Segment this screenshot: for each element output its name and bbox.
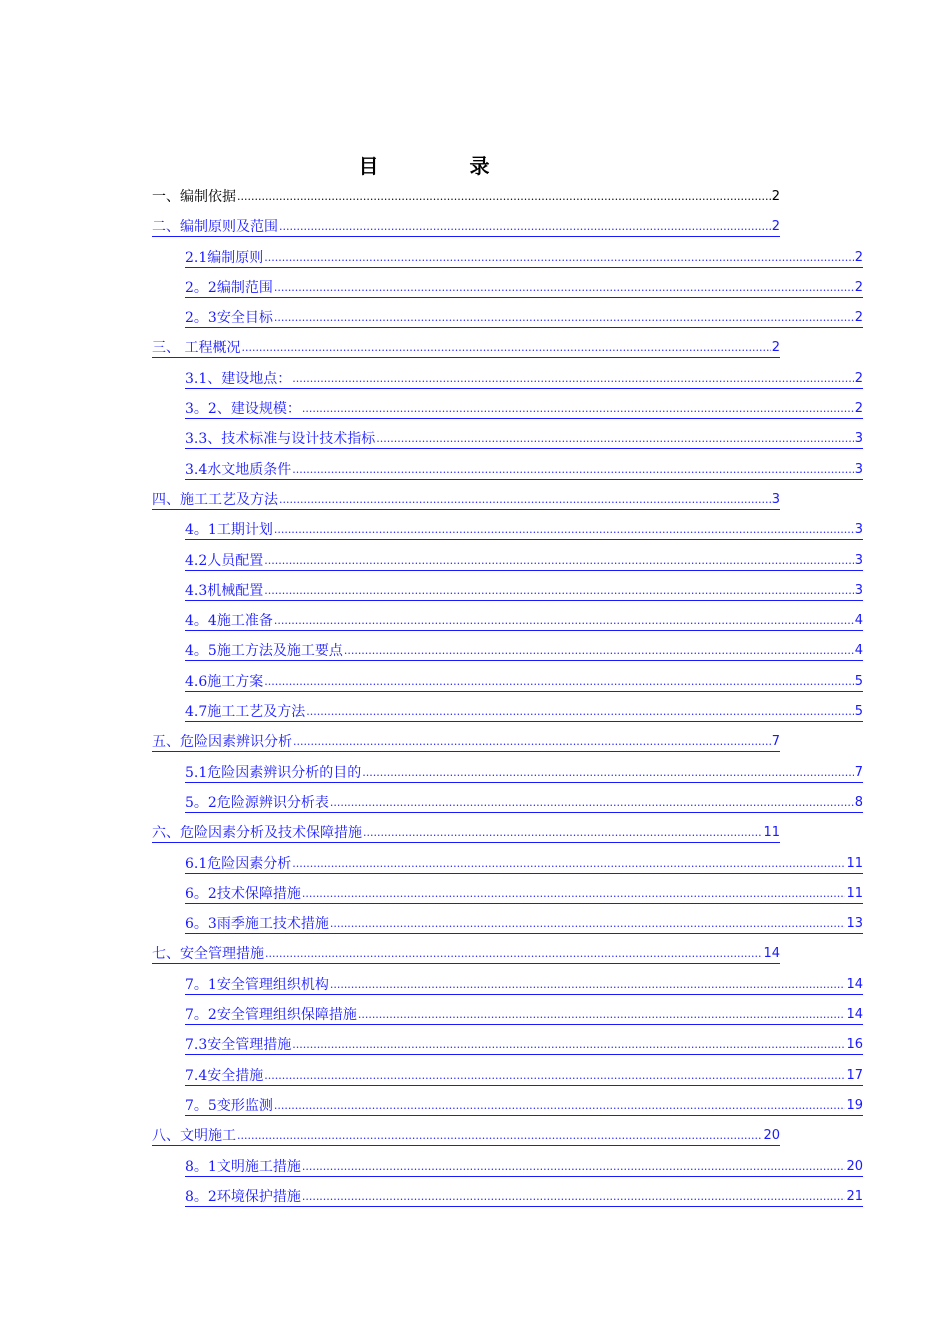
toc-entry-text: 2.1编制原则 [185, 249, 264, 266]
toc-dot-leader [265, 945, 762, 963]
toc-dot-leader [362, 764, 853, 782]
toc-page-number: 4 [854, 643, 863, 659]
toc-page-number: 5 [854, 673, 863, 689]
toc-subsection-link[interactable] [185, 671, 863, 692]
toc-subsection-link[interactable] [185, 913, 863, 934]
toc-subsection-link[interactable] [185, 610, 863, 631]
toc-section-link[interactable] [152, 1125, 780, 1146]
toc-entry-text: 6。3雨季施工技术措施 [185, 916, 329, 933]
toc-subsection-link[interactable] [185, 640, 863, 661]
toc-entry-text: 7.3安全管理措施 [185, 1037, 292, 1054]
toc-page-number: 14 [846, 976, 863, 992]
toc-page-number: 7 [854, 764, 863, 780]
toc-entry [0, 758, 950, 788]
toc-section-link[interactable] [152, 337, 780, 358]
toc-entry [0, 485, 950, 515]
toc-entry-text: 4.7施工工艺及方法 [185, 704, 306, 721]
toc-entry-text: 8。1文明施工措施 [185, 1158, 301, 1175]
toc-entry-text: 一、编制依据 [152, 189, 236, 205]
toc-entry [0, 333, 950, 363]
toc-subsection-link[interactable] [185, 428, 863, 449]
toc-dot-leader [274, 1097, 846, 1115]
toc-section-link[interactable] [152, 943, 780, 964]
toc-entry-text: 4。5施工方法及施工要点 [185, 643, 343, 660]
toc-dot-leader [302, 885, 846, 903]
toc-subsection-link[interactable] [185, 762, 863, 783]
toc-page-number: 3 [854, 431, 863, 447]
toc-title: 目 录 [358, 154, 532, 178]
toc-dot-leader [302, 1188, 846, 1206]
toc-page-number: 3 [771, 491, 780, 507]
toc-subsection-link[interactable] [185, 974, 863, 995]
toc-entry [0, 727, 950, 757]
toc-dot-leader [279, 491, 771, 509]
toc-entry [0, 667, 950, 697]
toc-dot-leader [363, 824, 762, 842]
toc-page-number: 2 [854, 401, 863, 417]
toc-entry-text: 四、施工工艺及方法 [152, 491, 278, 508]
toc-subsection-link[interactable] [185, 368, 863, 389]
toc-section-link[interactable] [152, 489, 780, 510]
toc-entry [0, 939, 950, 969]
toc-page-number: 20 [763, 1128, 780, 1144]
toc-page-number: 11 [846, 855, 863, 871]
toc-list [0, 182, 950, 1212]
toc-section-link[interactable] [152, 216, 780, 237]
toc-entry [0, 212, 950, 242]
toc-page-number: 7 [771, 734, 780, 750]
toc-dot-leader [376, 430, 853, 448]
toc-page-number: 16 [846, 1037, 863, 1053]
toc-dot-leader [237, 188, 771, 206]
toc-entry [0, 879, 950, 909]
toc-subsection-link[interactable] [185, 519, 863, 540]
toc-page-number: 4 [854, 613, 863, 629]
toc-entry-text: 3.4水文地质条件 [185, 461, 292, 478]
toc-page-number: 2 [771, 219, 780, 235]
toc-page-number: 2 [854, 310, 863, 326]
toc-page-number: 2 [854, 279, 863, 295]
toc-subsection-link[interactable] [185, 1095, 863, 1116]
toc-section-link[interactable] [152, 822, 780, 843]
toc-entry [0, 636, 950, 666]
toc-subsection-link[interactable] [185, 277, 863, 298]
toc-section-link[interactable] [152, 731, 780, 752]
toc-entry [0, 546, 950, 576]
toc-dot-leader [302, 400, 854, 418]
toc-subsection-link[interactable] [185, 883, 863, 904]
toc-dot-leader [274, 521, 854, 539]
toc-subsection-link[interactable] [185, 792, 863, 813]
toc-entry [0, 1061, 950, 1091]
toc-entry [0, 1121, 950, 1151]
toc-dot-leader [306, 703, 853, 721]
toc-entry-text: 7。1安全管理组织机构 [185, 976, 329, 993]
toc-page-number: 2 [771, 189, 780, 204]
toc-entry [0, 394, 950, 424]
toc-entry-text: 2。3安全目标 [185, 310, 273, 327]
toc-dot-leader [264, 582, 853, 600]
toc-entry [0, 182, 950, 212]
toc-dot-leader [330, 976, 846, 994]
toc-page-number: 20 [846, 1158, 863, 1174]
toc-entry-text: 七、安全管理措施 [152, 946, 264, 963]
toc-page-number: 11 [846, 885, 863, 901]
toc-page-number: 21 [846, 1188, 863, 1204]
toc-entry [0, 606, 950, 636]
toc-dot-leader [237, 1127, 762, 1145]
toc-entry-text: 3.3、技术标准与设计技术指标 [185, 431, 376, 448]
toc-page-number: 8 [854, 794, 863, 810]
toc-dot-leader [344, 642, 854, 660]
toc-page-number: 2 [854, 370, 863, 386]
toc-dot-leader [264, 1067, 845, 1085]
toc-entry [0, 455, 950, 485]
toc-dot-leader [292, 370, 853, 388]
toc-entry [0, 515, 950, 545]
toc-dot-leader [241, 339, 770, 357]
toc-entry-text: 7。2安全管理组织保障措施 [185, 1007, 357, 1024]
toc-dot-leader [264, 249, 853, 267]
toc-subsection-link[interactable] [185, 1065, 863, 1086]
toc-entry-text: 6。2技术保障措施 [185, 885, 301, 902]
toc-entry [0, 1152, 950, 1182]
toc-page-number: 11 [763, 825, 780, 841]
toc-dot-leader [279, 218, 771, 236]
toc-entry [0, 424, 950, 454]
toc-subsection-link[interactable] [185, 1034, 863, 1055]
toc-entry-text: 4.3机械配置 [185, 582, 264, 599]
toc-dot-leader [330, 794, 854, 812]
toc-dot-leader [330, 915, 846, 933]
toc-subsection-link[interactable] [185, 1186, 863, 1207]
toc-entry-text: 2。2编制范围 [185, 279, 273, 296]
toc-dot-leader [293, 733, 771, 751]
toc-entry [0, 303, 950, 333]
toc-entry [0, 788, 950, 818]
toc-subsection-link[interactable] [185, 459, 863, 480]
toc-subsection-link[interactable] [185, 1156, 863, 1177]
toc-entry-text: 二、编制原则及范围 [152, 219, 278, 236]
toc-page-number: 3 [854, 552, 863, 568]
toc-page-number: 13 [846, 916, 863, 932]
toc-dot-leader [292, 855, 845, 873]
toc-subsection-link[interactable] [185, 398, 863, 419]
toc-section-link[interactable] [152, 186, 780, 206]
toc-page-number: 3 [854, 461, 863, 477]
toc-dot-leader [264, 673, 853, 691]
toc-dot-leader [358, 1006, 846, 1024]
toc-entry [0, 970, 950, 1000]
toc-dot-leader [274, 279, 854, 297]
toc-dot-leader [302, 1158, 846, 1176]
toc-entry-text: 6.1危险因素分析 [185, 855, 292, 872]
toc-entry-text: 7.4安全措施 [185, 1067, 264, 1084]
toc-entry [0, 849, 950, 879]
toc-page-number: 3 [854, 582, 863, 598]
toc-page-number: 5 [854, 704, 863, 720]
toc-entry-text: 三、 工程概况 [152, 340, 241, 357]
toc-entry [0, 1091, 950, 1121]
toc-entry [0, 909, 950, 939]
toc-entry [0, 243, 950, 273]
toc-entry-text: 六、危险因素分析及技术保障措施 [152, 825, 362, 842]
toc-subsection-link[interactable] [185, 307, 863, 328]
toc-entry-text: 4.6施工方案 [185, 673, 264, 690]
toc-page-number: 19 [846, 1097, 863, 1113]
toc-entry-text: 4.2人员配置 [185, 552, 264, 569]
toc-page-number: 2 [771, 340, 780, 356]
toc-entry-text: 4。4施工准备 [185, 613, 273, 630]
toc-page-number: 17 [846, 1067, 863, 1083]
toc-entry-text: 5。2危险源辨识分析表 [185, 794, 329, 811]
toc-entry-text: 3.1、建设地点： [185, 370, 292, 387]
toc-subsection-link[interactable] [185, 701, 863, 722]
toc-entry [0, 576, 950, 606]
toc-dot-leader [274, 612, 854, 630]
toc-page-number: 3 [854, 522, 863, 538]
toc-entry-text: 八、文明施工 [152, 1128, 236, 1145]
toc-dot-leader [292, 1036, 845, 1054]
toc-dot-leader [274, 309, 854, 327]
toc-dot-leader [264, 552, 853, 570]
toc-entry-text: 8。2环境保护措施 [185, 1188, 301, 1205]
toc-entry-text: 4。1工期计划 [185, 522, 273, 539]
toc-subsection-link[interactable] [185, 550, 863, 571]
toc-entry [0, 1182, 950, 1212]
toc-entry-text: 7。5变形监测 [185, 1097, 273, 1114]
toc-entry-text: 5.1危险因素辨识分析的目的 [185, 764, 362, 781]
toc-entry [0, 273, 950, 303]
toc-entry [0, 818, 950, 848]
toc-page-number: 14 [846, 1007, 863, 1023]
toc-page-number: 14 [763, 946, 780, 962]
toc-entry [0, 697, 950, 727]
toc-entry-text: 五、危险因素辨识分析 [152, 734, 292, 751]
toc-entry [0, 1030, 950, 1060]
toc-entry [0, 364, 950, 394]
toc-subsection-link[interactable] [185, 580, 863, 601]
toc-subsection-link[interactable] [185, 853, 863, 874]
toc-dot-leader [292, 461, 853, 479]
toc-subsection-link[interactable] [185, 247, 863, 268]
toc-subsection-link[interactable] [185, 1004, 863, 1025]
toc-entry [0, 1000, 950, 1030]
toc-entry-text: 3。2、建设规模： [185, 401, 301, 418]
toc-page-number: 2 [854, 249, 863, 265]
